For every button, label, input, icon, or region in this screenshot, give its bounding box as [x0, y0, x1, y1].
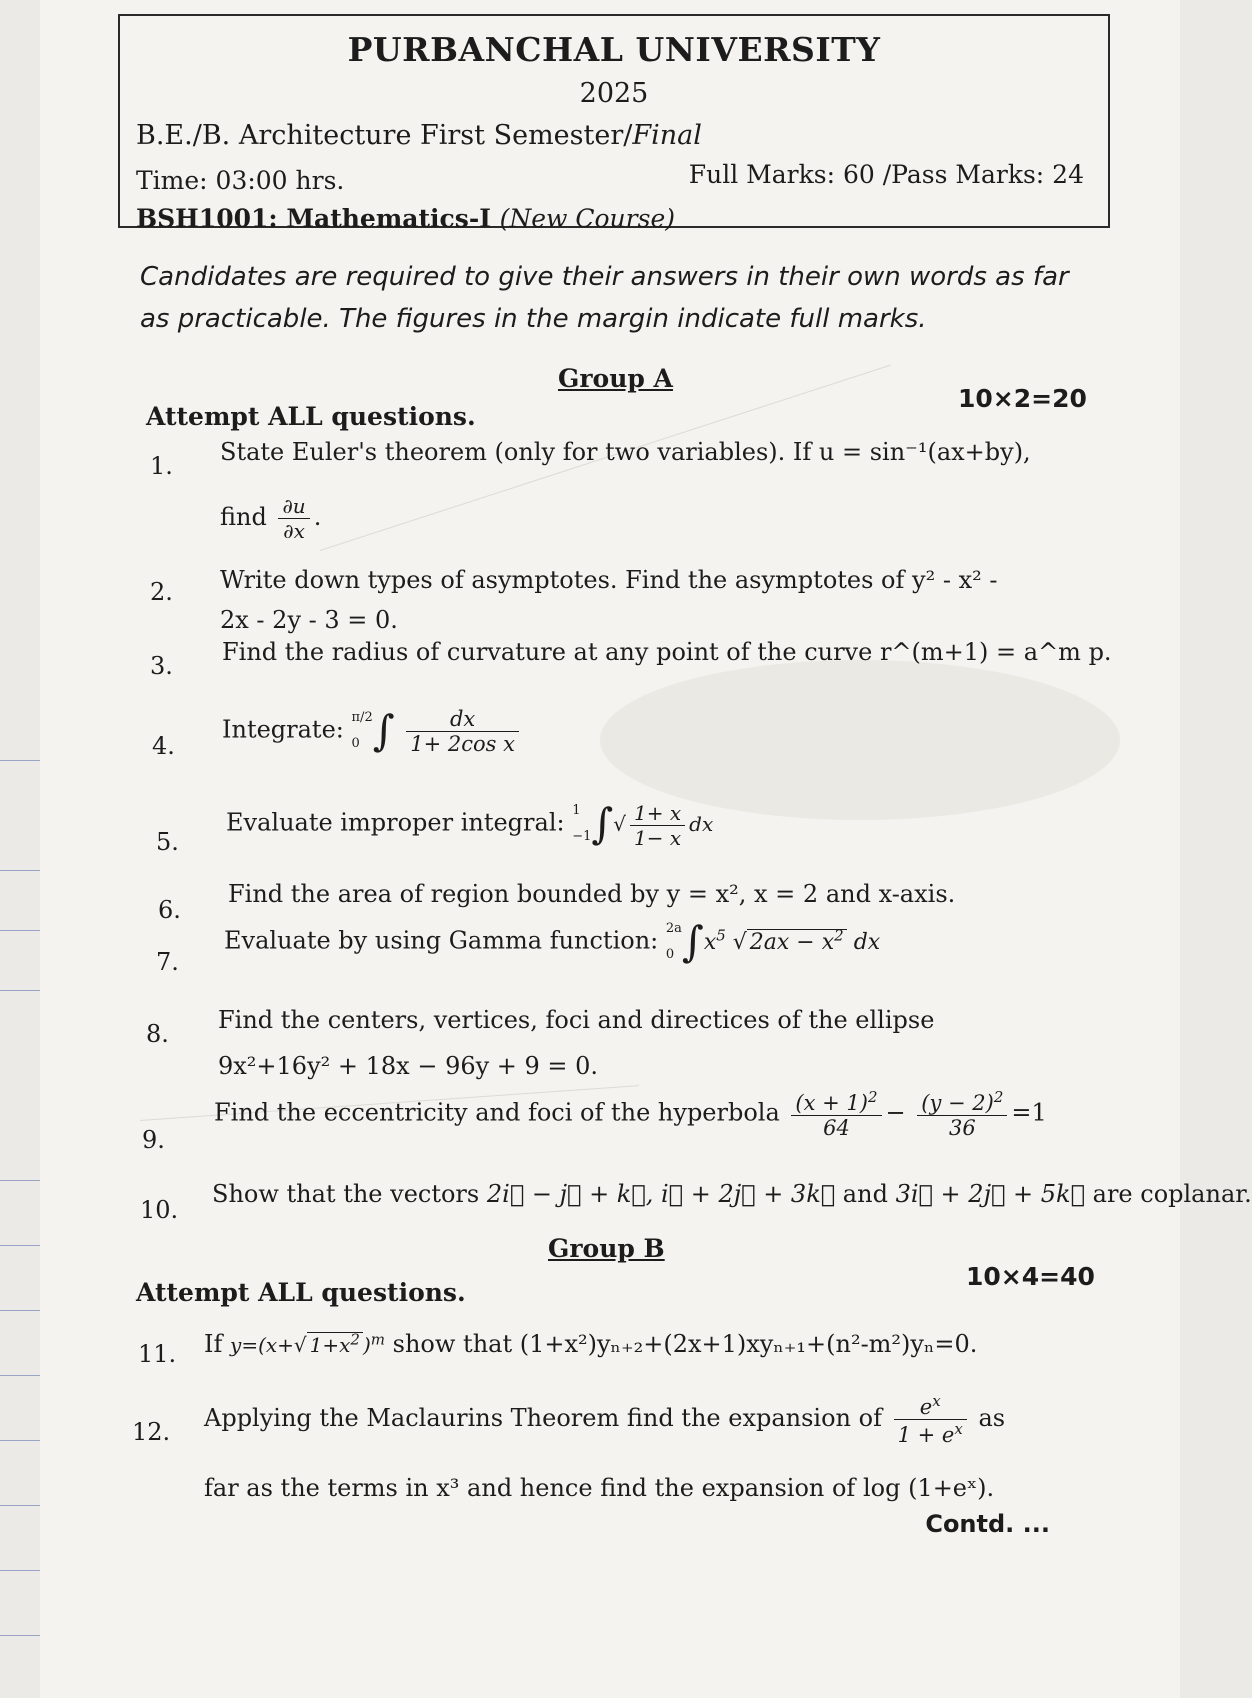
margin-rule [0, 760, 40, 761]
question-label: Applying the Maclaurins Theorem find the expansion of [204, 1404, 882, 1432]
question-text [212, 1180, 1252, 1208]
margin-rule [0, 1180, 40, 1181]
question-rest: show that (1+x²)yₙ₊₂+(2x+1)xyₙ₊₁+(n²-m²)yₙ=0. [392, 1330, 978, 1358]
question-text-cont: 9x²+16y² + 18x − 96y + 9 = 0. [218, 1052, 599, 1080]
exam-year: 2025 [579, 78, 649, 109]
question-label: Show that the vectors [212, 1180, 480, 1208]
question-label: Integrate: [222, 715, 344, 744]
margin-rule [0, 1440, 40, 1441]
question-number: 1. [150, 452, 173, 480]
question-as: as [978, 1404, 1006, 1432]
vector-set-2: 3i⃗ + 2j⃗ + 5k⃗ [895, 1180, 1085, 1208]
group-a-attempt: Attempt ALL questions. [146, 402, 476, 431]
maclaurin-function: $\frac{e^x}{1 + e^x}$ [894, 1392, 967, 1447]
margin-rule [0, 1635, 40, 1636]
question-text-cont: 2x - 2y - 3 = 0. [220, 606, 398, 634]
question-number: 10. [140, 1196, 179, 1224]
margin-rule [0, 1245, 40, 1246]
question-label: If [204, 1330, 223, 1358]
vector-set-1: 2i⃗ − j⃗ + k⃗, i⃗ + 2j⃗ + 3k⃗ [486, 1180, 836, 1208]
question-label: Evaluate improper integral: [226, 808, 565, 837]
course-line [136, 204, 675, 233]
question-number: 5. [156, 828, 179, 856]
question-number: 2. [150, 578, 173, 606]
integral-sign: ∫ [681, 917, 704, 966]
instructions: Candidates are required to give their answers in their own words as far as practicable. The figures in the margin indicate full marks. [140, 262, 1069, 334]
question-text [204, 1392, 1005, 1447]
partial-derivative: $\frac{\partial u}{\partial x}$ [278, 494, 309, 543]
question-text-cont: far as the terms in x³ and hence find the expansion of log (1+eˣ). [204, 1474, 995, 1502]
margin-rule [0, 1375, 40, 1376]
question-number: 9. [142, 1126, 165, 1154]
integral-limits: π/2 0 [351, 710, 373, 751]
question-text: Find the area of region bounded by y = x², x = 2 and x-axis. [228, 880, 956, 908]
university-name: PURBANCHAL UNIVERSITY [347, 30, 881, 69]
question-text: Find the radius of curvature at any point of the curve r^(m+1) = a^m p. [222, 638, 1112, 666]
question-find: find [220, 503, 267, 531]
margin-rule [0, 870, 40, 871]
question-text: State Euler's theorem (only for two variables). If u = sin⁻¹(ax+by), [220, 438, 1031, 466]
hyperbola-term-1: $\frac{(x + 1)^2}{64}$ [791, 1088, 881, 1140]
question-number: 4. [152, 732, 175, 760]
question-text: Write down types of asymptotes. Find the asymptotes of y² - x² - [220, 566, 998, 594]
question-text [222, 705, 523, 757]
course-code: BSH1001: Mathematics-I [136, 204, 491, 233]
question-number: 3. [150, 652, 173, 680]
group-a-marks: 10×2=20 [958, 384, 1087, 413]
question-text-cont: find $\frac{\partial u}{\partial x}$ . [220, 494, 322, 543]
question-end: are coplanar. [1092, 1180, 1252, 1208]
y-definition: y=(x+√ $1+x^2$ )$^m$ [230, 1330, 386, 1357]
group-b-marks: 10×4=40 [966, 1262, 1095, 1291]
exam-header [118, 14, 1110, 233]
question-text [224, 916, 880, 968]
margin-rule [0, 930, 40, 931]
integrand: $\frac{dx}{\text{1+ 2cos x}}$ [406, 707, 519, 756]
question-number: 8. [146, 1020, 169, 1048]
question-text: Find the eccentricity and foci of the hyperbola $\frac{(x + 1)^2}{64}$ − $\frac{(y - 2)^2}{36}$ =1 [214, 1088, 1047, 1140]
question-number: 6. [158, 896, 181, 924]
paper-stain [600, 660, 1120, 820]
question-number: 7. [156, 948, 179, 976]
contd-note: Contd. ... [925, 1510, 1050, 1538]
question-text [204, 1330, 977, 1358]
integral-limits: 2a 0 [665, 921, 682, 962]
program-text: B.E./B. Architecture First Semester/ [136, 120, 633, 151]
hyperbola-term-2: $\frac{(y - 2)^2}{36}$ [917, 1088, 1007, 1140]
margin-rule [0, 1570, 40, 1571]
group-b-attempt: Attempt ALL questions. [136, 1278, 466, 1307]
group-b-title: Group B [548, 1234, 665, 1263]
integrand: $x^5$ √ $2ax - x^2$ dx [703, 926, 881, 955]
question-and: and [842, 1180, 888, 1208]
integrand: √ $\frac{1+ x}{1- x}$ dx [613, 800, 714, 850]
question-label: Evaluate by using Gamma function: [224, 926, 659, 955]
question-text [226, 798, 713, 850]
program-line [136, 120, 702, 151]
margin-rule [0, 990, 40, 991]
exam-marks: Full Marks: 60 /Pass Marks: 24 [688, 160, 1084, 189]
program-final: Final [632, 120, 702, 151]
question-number: 11. [138, 1340, 177, 1368]
integral-sign: ∫ [372, 706, 395, 755]
margin-rule [0, 1310, 40, 1311]
question-label: Find the eccentricity and foci of the hyperbola [214, 1098, 780, 1127]
margin-rule [0, 1505, 40, 1506]
group-a-title: Group A [558, 364, 673, 393]
exam-time: Time: 03:00 hrs. [136, 166, 345, 195]
course-note: (New Course) [499, 204, 675, 233]
integral-sign: ∫ [591, 799, 614, 848]
integral-limits: 1 −1 [572, 803, 592, 844]
question-text: Find the centers, vertices, foci and directices of the ellipse [218, 1006, 935, 1034]
question-number: 12. [132, 1418, 171, 1446]
